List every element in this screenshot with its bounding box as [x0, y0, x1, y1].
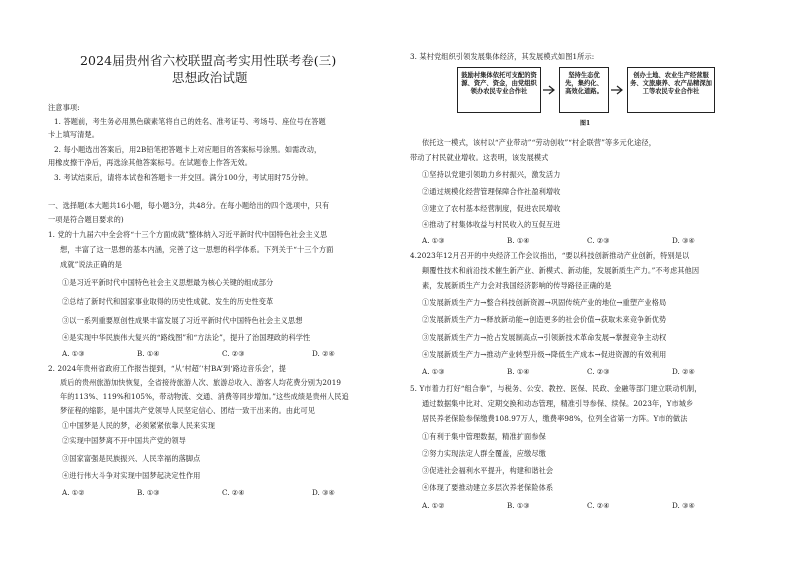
- q2-stem-1: 2. 2024年贵州省政府工作报告提到，“从‘村超’‘村BA’到‘路边音乐会’，提: [48, 364, 287, 373]
- notice-2b: 用橡皮擦干净后，再选涂其他答案标号。在试题卷上作答无效。: [48, 158, 253, 167]
- q3-statement-3: ③建立了农村基本经营制度，促进农民增收: [422, 204, 561, 213]
- figure-arrow-2-icon: [611, 85, 625, 95]
- q4-statement-1: ①发展新质生产力→整合科技创新资源→巩固传统产业的地位→重塑产业格局: [422, 298, 667, 307]
- q4-stem-2: 颠覆性技术和前沿技术催生新产业、新模式、新动能，发展新质生产力。”不考虑其他因: [422, 266, 700, 275]
- q4-option-b[interactable]: B. ①④: [507, 367, 530, 376]
- q2-statement-4: ④进行伟大斗争对实现中国梦起决定性作用: [62, 471, 201, 480]
- q4-option-d[interactable]: D. ②④: [672, 367, 695, 376]
- figure-box-2-text: 坚持生态优先，集约化、高效化道路。: [565, 72, 603, 95]
- notice-2a: 2. 每小题选出答案后，用2B铅笔把答题卡上对应题目的答案标号涂黑。如需改动，: [54, 145, 322, 154]
- q1-option-a[interactable]: A. ①③: [62, 349, 85, 358]
- q4-stem-1: 4.2023年12月召开的中央经济工作会议指出，“要以科技创新推动产业创新，特别是以: [410, 251, 690, 260]
- q3-stem-3: 带动了村民就业增收。这表明，该发展模式: [410, 153, 549, 162]
- q3-option-a[interactable]: A. ①③: [422, 236, 445, 245]
- figure-box-2: [559, 67, 609, 113]
- q1-stem-3: 成就”说法正确的是: [60, 260, 123, 269]
- q3-option-d[interactable]: D. ③④: [672, 236, 695, 245]
- q4-option-a[interactable]: A. ①③: [422, 367, 445, 376]
- q5-statement-1: ①有利于集中管理数据，精准扩面参保: [422, 432, 546, 441]
- section-heading-2: 一项是符合题目要求的): [48, 215, 124, 224]
- q2-statement-3: ③国家富强是民族振兴、人民幸福的落脚点: [62, 454, 201, 463]
- q1-statement-1: ①是习近平新时代中国特色社会主义思想最为核心关键的组成部分: [62, 278, 274, 287]
- notice-heading: 注意事项:: [48, 103, 80, 112]
- q3-stem-2: 依托这一模式，该村以“产业带动”“劳动创收”“村企联营”等多元化途径，: [422, 138, 656, 147]
- q2-statement-1: ①中国梦是人民的梦，必须紧紧依靠人民来实现: [62, 421, 216, 430]
- section-heading-1: 一、选择题(本大题共16小题，每小题3分，共48分。在每小题给出的四个选项中，只有: [48, 201, 330, 210]
- figure-box-3: [627, 67, 715, 113]
- q5-option-b[interactable]: B. ①③: [507, 501, 530, 510]
- q4-stem-3: 素，发展新质生产力会对我国经济影响的传导路径正确的是: [422, 281, 612, 290]
- q4-statement-2: ②发展新质生产力→释放新动能→创造更多的社会价值→获取未来竞争新优势: [422, 315, 667, 324]
- q3-option-b[interactable]: B. ①④: [507, 236, 530, 245]
- q4-option-c[interactable]: C. ②③: [587, 367, 610, 376]
- q2-option-c[interactable]: C. ②④: [222, 488, 245, 497]
- figure-box-3-text: 创办土地、农业生产经营服务、文旅康养、农产品精深加工等农民专业合作社: [630, 72, 712, 95]
- q5-statement-2: ②努力实现法定人群全覆盖，应缴尽缴: [422, 449, 546, 458]
- q3-option-c[interactable]: C. ②③: [587, 236, 610, 245]
- q5-option-d[interactable]: D. ③④: [672, 501, 695, 510]
- q5-option-c[interactable]: C. ②④: [587, 501, 610, 510]
- page-title-line1: 2024届贵州省六校联盟高考实用性联考卷(三): [80, 53, 337, 68]
- q2-stem-4: 梦征程的缩影，是中国共产党领导人民坚定信心、团结一致干出来的。由此可见: [60, 406, 316, 415]
- q1-option-c[interactable]: C. ②③: [222, 349, 245, 358]
- q2-stem-2: 质后的贵州旅游加快恢复，全省接待旅游人次、旅游总收入、游客人均花费分别为2019: [60, 378, 342, 387]
- figure-caption: 图1: [580, 120, 591, 127]
- notice-3: 3. 考试结束后，请将本试卷和答题卡一并交回。满分100分，考试用时75分钟。: [54, 173, 313, 182]
- q5-stem-2: 通过数据集中比对、定期交换和动态管理，精准引导参保、续保。2023年，Y市城乡: [422, 399, 694, 408]
- q2-option-b[interactable]: B. ①③: [137, 488, 160, 497]
- q3-statement-4: ④推动了村集体收益与村民收入的互促互进: [422, 220, 561, 229]
- q1-statement-3: ③以一系列重要原创性成果丰富发展了习近平新时代中国特色社会主义思想: [62, 316, 303, 325]
- q1-option-b[interactable]: B. ①④: [137, 349, 160, 358]
- figure-box-1-text: 鼓励村集体依托可支配的资源、资产、资金，由党组织领办农民专业合作社: [461, 72, 537, 95]
- notice-1b: 卡上填写清楚。: [48, 130, 100, 139]
- q5-statement-3: ③促进社会福利水平提升，构建和谐社会: [422, 466, 554, 475]
- q1-statement-2: ②总结了新时代和国家事业取得的历史性成就、发生的历史性变革: [62, 297, 274, 306]
- q2-option-d[interactable]: D. ③④: [312, 488, 335, 497]
- q3-statement-2: ②通过规模化经营管理保障合作社盈利增收: [422, 187, 561, 196]
- q2-stem-3: 年的113%、119%和105%，带动物流、交通、消费等同步增加。”这些成绩是贵州人民追: [60, 392, 349, 401]
- q5-stem-3: 居民养老保险参保缴费108.97万人，缴费率98%，位列全省第一方阵。Y市的做法: [422, 414, 688, 423]
- page-title-line2: 思想政治试题: [172, 70, 248, 85]
- figure-arrow-1-icon: [543, 85, 557, 95]
- q1-option-d[interactable]: D. ②④: [312, 349, 335, 358]
- q4-statement-3: ③发展新质生产力→抢占发展制高点→引领新技术革命发展→掌握竞争主动权: [422, 333, 667, 342]
- q2-option-a[interactable]: A. ①②: [62, 488, 85, 497]
- q3-stem-1: 3. 某村党组织引领发展集体经济，其发展模式如图1所示:: [410, 52, 595, 61]
- q1-stem-1: 1. 党的十九届六中全会将“十三个方面成就”整体纳入习近平新时代中国特色社会主义思: [48, 230, 328, 239]
- q3-statement-1: ①坚持以党建引领助力乡村振兴，激发活力: [422, 170, 561, 179]
- notice-1a: 1. 答题前，考生务必用黑色碳素笔将自己的姓名、准考证号、考场号、座位号在答题: [54, 117, 326, 126]
- q3-figure: [455, 64, 720, 126]
- q2-statement-2: ②实现中国梦离不开中国共产党的领导: [62, 436, 186, 445]
- q1-stem-2: 想，丰富了这一思想的基本内涵，完善了这一思想的科学体系。下列关于“十三个方面: [60, 245, 334, 254]
- q1-statement-4: ④是实现中华民族伟大复兴的“路线图”和“方法论”，提升了治国理政的科学性: [62, 333, 311, 342]
- q5-option-a[interactable]: A. ①②: [422, 501, 445, 510]
- q5-stem-1: 5. Y市着力打好“组合拳”，与税务、公安、教控、医保、民政、金融等部门建立联动机制，: [410, 384, 702, 393]
- q4-statement-4: ④发展新质生产力→推动产业转型升级→降低生产成本→促进资源的有效利用: [422, 350, 667, 359]
- figure-box-1: [457, 67, 541, 113]
- q5-statement-4: ④体现了要推动建立多层次养老保险体系: [422, 483, 554, 492]
